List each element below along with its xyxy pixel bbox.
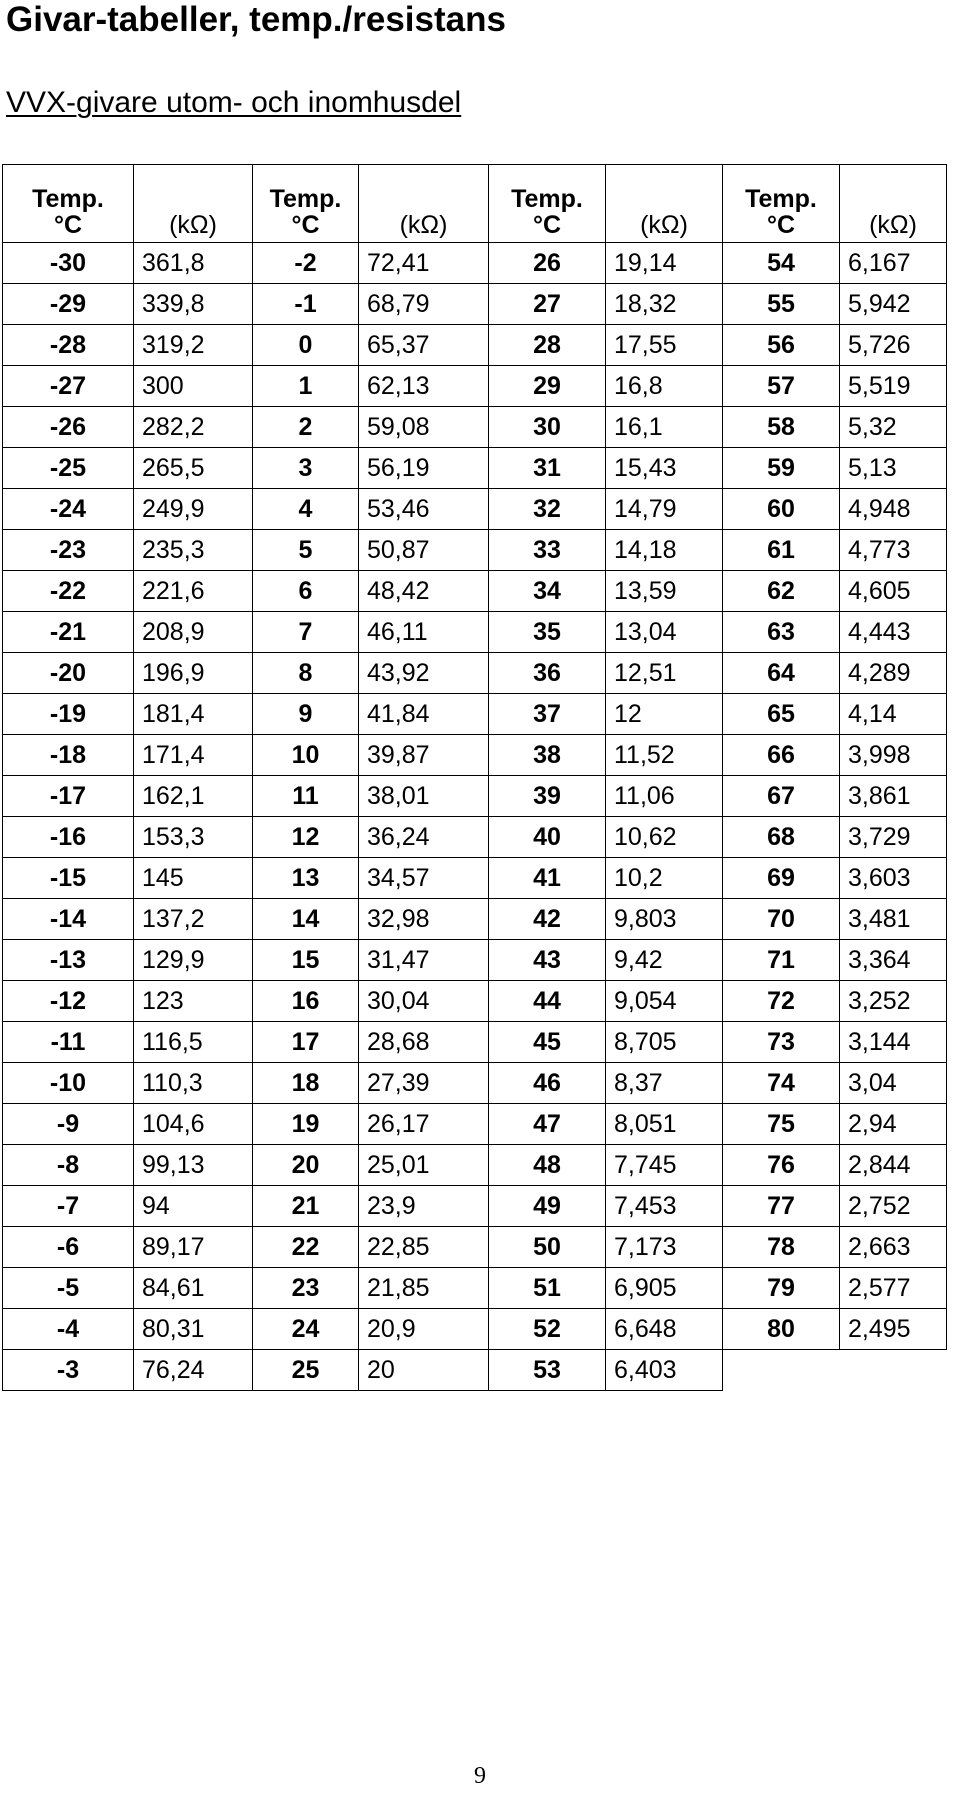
temperature-cell: -21 [3, 612, 134, 653]
resistance-cell: 6,403 [606, 1350, 723, 1391]
resistance-cell: 300 [134, 366, 253, 407]
header-temp-celsius [253, 165, 359, 243]
temperature-cell: 33 [489, 530, 606, 571]
temperature-cell: -14 [3, 899, 134, 940]
resistance-cell: 28,68 [359, 1022, 489, 1063]
temperature-cell: 40 [489, 817, 606, 858]
empty-cell [840, 1350, 947, 1391]
table-row [3, 776, 947, 817]
resistance-cell: 94 [134, 1186, 253, 1227]
header-temp-celsius [489, 165, 606, 243]
temperature-cell: 66 [723, 735, 840, 776]
resistance-cell: 10,2 [606, 858, 723, 899]
resistance-cell: 80,31 [134, 1309, 253, 1350]
temperature-cell: 63 [723, 612, 840, 653]
resistance-cell: 62,13 [359, 366, 489, 407]
temperature-cell: 5 [253, 530, 359, 571]
table-row [3, 407, 947, 448]
resistance-cell: 72,41 [359, 243, 489, 284]
resistance-cell: 3,729 [840, 817, 947, 858]
temperature-cell: 20 [253, 1145, 359, 1186]
resistance-cell: 7,745 [606, 1145, 723, 1186]
temperature-cell: 7 [253, 612, 359, 653]
resistance-cell: 181,4 [134, 694, 253, 735]
resistance-cell: 84,61 [134, 1268, 253, 1309]
temperature-cell: -28 [3, 325, 134, 366]
table-body [3, 243, 947, 1391]
temperature-cell: -12 [3, 981, 134, 1022]
temperature-cell: 12 [253, 817, 359, 858]
temperature-cell: -5 [3, 1268, 134, 1309]
resistance-cell: 65,37 [359, 325, 489, 366]
temperature-cell: 53 [489, 1350, 606, 1391]
table-row [3, 366, 947, 407]
temperature-cell: 44 [489, 981, 606, 1022]
temperature-cell: 41 [489, 858, 606, 899]
table-header-row [3, 165, 947, 243]
header-temp-label: Temp. [511, 185, 583, 213]
temperature-cell: 64 [723, 653, 840, 694]
resistance-cell: 116,5 [134, 1022, 253, 1063]
table-row [3, 1063, 947, 1104]
temperature-cell: 75 [723, 1104, 840, 1145]
resistance-cell: 39,87 [359, 735, 489, 776]
resistance-cell: 48,42 [359, 571, 489, 612]
table-row [3, 1227, 947, 1268]
temperature-cell: -8 [3, 1145, 134, 1186]
temperature-cell: 23 [253, 1268, 359, 1309]
temperature-cell: 17 [253, 1022, 359, 1063]
resistance-cell: 99,13 [134, 1145, 253, 1186]
temperature-cell: 35 [489, 612, 606, 653]
resistance-cell: 11,52 [606, 735, 723, 776]
temperature-cell: 11 [253, 776, 359, 817]
temperature-cell: 28 [489, 325, 606, 366]
resistance-cell: 8,705 [606, 1022, 723, 1063]
temperature-cell: -13 [3, 940, 134, 981]
temperature-cell: 48 [489, 1145, 606, 1186]
temperature-cell: 25 [253, 1350, 359, 1391]
resistance-cell: 4,14 [840, 694, 947, 735]
resistance-cell: 282,2 [134, 407, 253, 448]
resistance-cell: 5,726 [840, 325, 947, 366]
resistance-cell: 16,1 [606, 407, 723, 448]
header-resistance-kohm: (kΩ) [359, 165, 489, 243]
temperature-cell: 4 [253, 489, 359, 530]
temperature-cell: 34 [489, 571, 606, 612]
temperature-cell: 62 [723, 571, 840, 612]
resistance-cell: 27,39 [359, 1063, 489, 1104]
temperature-cell: 36 [489, 653, 606, 694]
resistance-cell: 3,603 [840, 858, 947, 899]
resistance-cell: 2,844 [840, 1145, 947, 1186]
temperature-cell: 51 [489, 1268, 606, 1309]
temperature-cell: 10 [253, 735, 359, 776]
temperature-cell: 3 [253, 448, 359, 489]
resistance-cell: 10,62 [606, 817, 723, 858]
temperature-cell: -19 [3, 694, 134, 735]
table-row [3, 530, 947, 571]
resistance-cell: 76,24 [134, 1350, 253, 1391]
resistance-cell: 6,167 [840, 243, 947, 284]
table-row [3, 612, 947, 653]
temperature-cell: 56 [723, 325, 840, 366]
section-title: VVX-givare utom- och inomhusdel [6, 86, 462, 119]
temperature-cell: 22 [253, 1227, 359, 1268]
resistance-cell: 53,46 [359, 489, 489, 530]
temperature-cell: -6 [3, 1227, 134, 1268]
resistance-cell: 221,6 [134, 571, 253, 612]
temperature-cell: 29 [489, 366, 606, 407]
header-temp-label: Temp. [745, 185, 817, 213]
table-row [3, 284, 947, 325]
resistance-cell: 235,3 [134, 530, 253, 571]
table-row [3, 1350, 947, 1391]
resistance-cell: 17,55 [606, 325, 723, 366]
resistance-cell: 123 [134, 981, 253, 1022]
temperature-cell: 13 [253, 858, 359, 899]
resistance-cell: 18,32 [606, 284, 723, 325]
resistance-cell: 4,773 [840, 530, 947, 571]
header-temp-label: Temp. [32, 185, 104, 213]
temperature-cell: 21 [253, 1186, 359, 1227]
resistance-cell: 208,9 [134, 612, 253, 653]
table-row [3, 899, 947, 940]
page-title: Givar-tabeller, temp./resistans [6, 0, 506, 39]
resistance-cell: 56,19 [359, 448, 489, 489]
resistance-cell: 30,04 [359, 981, 489, 1022]
resistance-cell: 4,443 [840, 612, 947, 653]
resistance-cell: 137,2 [134, 899, 253, 940]
temperature-cell: 78 [723, 1227, 840, 1268]
temperature-cell: -20 [3, 653, 134, 694]
resistance-cell: 2,752 [840, 1186, 947, 1227]
table-row [3, 571, 947, 612]
resistance-cell: 5,519 [840, 366, 947, 407]
resistance-cell: 5,13 [840, 448, 947, 489]
temperature-cell: 32 [489, 489, 606, 530]
temperature-cell: 70 [723, 899, 840, 940]
resistance-cell: 68,79 [359, 284, 489, 325]
temperature-cell: -24 [3, 489, 134, 530]
temperature-cell: 24 [253, 1309, 359, 1350]
temperature-cell: 49 [489, 1186, 606, 1227]
temperature-cell: 69 [723, 858, 840, 899]
resistance-cell: 13,04 [606, 612, 723, 653]
table-row [3, 489, 947, 530]
resistance-cell: 9,803 [606, 899, 723, 940]
temperature-cell: 18 [253, 1063, 359, 1104]
temperature-cell: 58 [723, 407, 840, 448]
resistance-cell: 3,252 [840, 981, 947, 1022]
resistance-cell: 3,364 [840, 940, 947, 981]
table-row [3, 858, 947, 899]
table-row [3, 448, 947, 489]
resistance-cell: 15,43 [606, 448, 723, 489]
resistance-cell: 319,2 [134, 325, 253, 366]
temperature-cell: 42 [489, 899, 606, 940]
temperature-cell: -22 [3, 571, 134, 612]
resistance-cell: 6,905 [606, 1268, 723, 1309]
resistance-cell: 8,37 [606, 1063, 723, 1104]
temperature-cell: 6 [253, 571, 359, 612]
empty-cell [723, 1350, 840, 1391]
header-resistance-kohm: (kΩ) [606, 165, 723, 243]
resistance-cell: 59,08 [359, 407, 489, 448]
resistance-cell: 4,948 [840, 489, 947, 530]
temperature-cell: 43 [489, 940, 606, 981]
table-row [3, 325, 947, 366]
header-unit-celsius: °C [53, 211, 83, 239]
resistance-cell: 145 [134, 858, 253, 899]
table-row [3, 1186, 947, 1227]
temperature-cell: 79 [723, 1268, 840, 1309]
resistance-cell: 13,59 [606, 571, 723, 612]
header-resistance-kohm: (kΩ) [840, 165, 947, 243]
resistance-cell: 43,92 [359, 653, 489, 694]
temperature-cell: -26 [3, 407, 134, 448]
temperature-cell: 72 [723, 981, 840, 1022]
resistance-cell: 2,94 [840, 1104, 947, 1145]
resistance-cell: 46,11 [359, 612, 489, 653]
temperature-cell: 14 [253, 899, 359, 940]
temperature-cell: 65 [723, 694, 840, 735]
resistance-cell: 3,04 [840, 1063, 947, 1104]
resistance-cell: 6,648 [606, 1309, 723, 1350]
temperature-cell: 59 [723, 448, 840, 489]
temperature-cell: 26 [489, 243, 606, 284]
resistance-cell: 20,9 [359, 1309, 489, 1350]
temperature-cell: 47 [489, 1104, 606, 1145]
temperature-cell: -18 [3, 735, 134, 776]
resistance-cell: 41,84 [359, 694, 489, 735]
header-resistance-kohm: (kΩ) [134, 165, 253, 243]
resistance-cell: 34,57 [359, 858, 489, 899]
resistance-cell: 9,42 [606, 940, 723, 981]
temperature-cell: -4 [3, 1309, 134, 1350]
temperature-cell: -15 [3, 858, 134, 899]
temperature-cell: 19 [253, 1104, 359, 1145]
resistance-cell: 3,861 [840, 776, 947, 817]
resistance-cell: 7,173 [606, 1227, 723, 1268]
resistance-cell: 20 [359, 1350, 489, 1391]
temperature-cell: -25 [3, 448, 134, 489]
temperature-cell: -23 [3, 530, 134, 571]
resistance-cell: 32,98 [359, 899, 489, 940]
header-temp-celsius [3, 165, 134, 243]
temperature-cell: 52 [489, 1309, 606, 1350]
resistance-cell: 89,17 [134, 1227, 253, 1268]
temperature-cell: 30 [489, 407, 606, 448]
resistance-cell: 9,054 [606, 981, 723, 1022]
temperature-cell: 9 [253, 694, 359, 735]
temperature-cell: 68 [723, 817, 840, 858]
header-unit-celsius: °C [291, 211, 320, 239]
resistance-cell: 14,79 [606, 489, 723, 530]
temperature-cell: -29 [3, 284, 134, 325]
temperature-cell: 16 [253, 981, 359, 1022]
resistance-cell: 16,8 [606, 366, 723, 407]
resistance-cell: 2,577 [840, 1268, 947, 1309]
resistance-cell: 129,9 [134, 940, 253, 981]
temperature-cell: 76 [723, 1145, 840, 1186]
resistance-cell: 4,605 [840, 571, 947, 612]
temperature-cell: -11 [3, 1022, 134, 1063]
temperature-cell: 37 [489, 694, 606, 735]
temperature-cell: 15 [253, 940, 359, 981]
temperature-cell: 50 [489, 1227, 606, 1268]
resistance-cell: 25,01 [359, 1145, 489, 1186]
temperature-cell: 27 [489, 284, 606, 325]
temperature-cell: 57 [723, 366, 840, 407]
temperature-cell: -9 [3, 1104, 134, 1145]
temperature-cell: 1 [253, 366, 359, 407]
temperature-cell: 39 [489, 776, 606, 817]
resistance-cell: 26,17 [359, 1104, 489, 1145]
temperature-cell: 8 [253, 653, 359, 694]
resistance-cell: 110,3 [134, 1063, 253, 1104]
temperature-cell: 77 [723, 1186, 840, 1227]
temperature-cell: -7 [3, 1186, 134, 1227]
temperature-cell: 80 [723, 1309, 840, 1350]
resistance-cell: 38,01 [359, 776, 489, 817]
temperature-cell: 60 [723, 489, 840, 530]
table-row [3, 817, 947, 858]
temperature-cell: 38 [489, 735, 606, 776]
resistance-cell: 4,289 [840, 653, 947, 694]
table-row [3, 940, 947, 981]
header-temp-label: Temp. [269, 185, 342, 213]
table-row [3, 653, 947, 694]
temperature-cell: -30 [3, 243, 134, 284]
temperature-cell: -3 [3, 1350, 134, 1391]
table-row [3, 1309, 947, 1350]
temperature-cell: 0 [253, 325, 359, 366]
temperature-cell: 54 [723, 243, 840, 284]
resistance-cell: 3,481 [840, 899, 947, 940]
temperature-cell: -2 [253, 243, 359, 284]
resistance-cell: 2,495 [840, 1309, 947, 1350]
resistance-cell: 153,3 [134, 817, 253, 858]
header-temp-celsius [723, 165, 840, 243]
sensor-resistance-table [2, 164, 947, 1391]
temperature-cell: 67 [723, 776, 840, 817]
resistance-cell: 171,4 [134, 735, 253, 776]
temperature-cell: -10 [3, 1063, 134, 1104]
temperature-cell: 31 [489, 448, 606, 489]
header-unit-celsius: °C [766, 211, 796, 239]
temperature-cell: -16 [3, 817, 134, 858]
resistance-cell: 8,051 [606, 1104, 723, 1145]
table-row [3, 981, 947, 1022]
resistance-cell: 11,06 [606, 776, 723, 817]
resistance-cell: 265,5 [134, 448, 253, 489]
resistance-cell: 50,87 [359, 530, 489, 571]
table-row [3, 694, 947, 735]
resistance-cell: 19,14 [606, 243, 723, 284]
temperature-cell: 74 [723, 1063, 840, 1104]
temperature-cell: 46 [489, 1063, 606, 1104]
table-row [3, 735, 947, 776]
table-row [3, 1145, 947, 1186]
resistance-cell: 2,663 [840, 1227, 947, 1268]
temperature-cell: 73 [723, 1022, 840, 1063]
resistance-cell: 23,9 [359, 1186, 489, 1227]
resistance-cell: 3,998 [840, 735, 947, 776]
resistance-cell: 12,51 [606, 653, 723, 694]
temperature-cell: 55 [723, 284, 840, 325]
temperature-cell: 61 [723, 530, 840, 571]
temperature-cell: 71 [723, 940, 840, 981]
resistance-cell: 21,85 [359, 1268, 489, 1309]
resistance-cell: 3,144 [840, 1022, 947, 1063]
resistance-cell: 196,9 [134, 653, 253, 694]
resistance-cell: 31,47 [359, 940, 489, 981]
resistance-cell: 361,8 [134, 243, 253, 284]
table-row [3, 1022, 947, 1063]
table-row [3, 1268, 947, 1309]
temperature-cell: -1 [253, 284, 359, 325]
table-row [3, 1104, 947, 1145]
resistance-cell: 7,453 [606, 1186, 723, 1227]
temperature-cell: 2 [253, 407, 359, 448]
temperature-cell: 45 [489, 1022, 606, 1063]
resistance-cell: 339,8 [134, 284, 253, 325]
resistance-cell: 5,32 [840, 407, 947, 448]
table-row [3, 243, 947, 284]
header-unit-celsius: °C [532, 211, 562, 239]
temperature-cell: -17 [3, 776, 134, 817]
resistance-cell: 162,1 [134, 776, 253, 817]
resistance-cell: 5,942 [840, 284, 947, 325]
resistance-cell: 12 [606, 694, 723, 735]
resistance-cell: 22,85 [359, 1227, 489, 1268]
resistance-cell: 14,18 [606, 530, 723, 571]
resistance-cell: 36,24 [359, 817, 489, 858]
temperature-cell: -27 [3, 366, 134, 407]
page-number: 9 [474, 1763, 486, 1789]
resistance-cell: 104,6 [134, 1104, 253, 1145]
resistance-cell: 249,9 [134, 489, 253, 530]
